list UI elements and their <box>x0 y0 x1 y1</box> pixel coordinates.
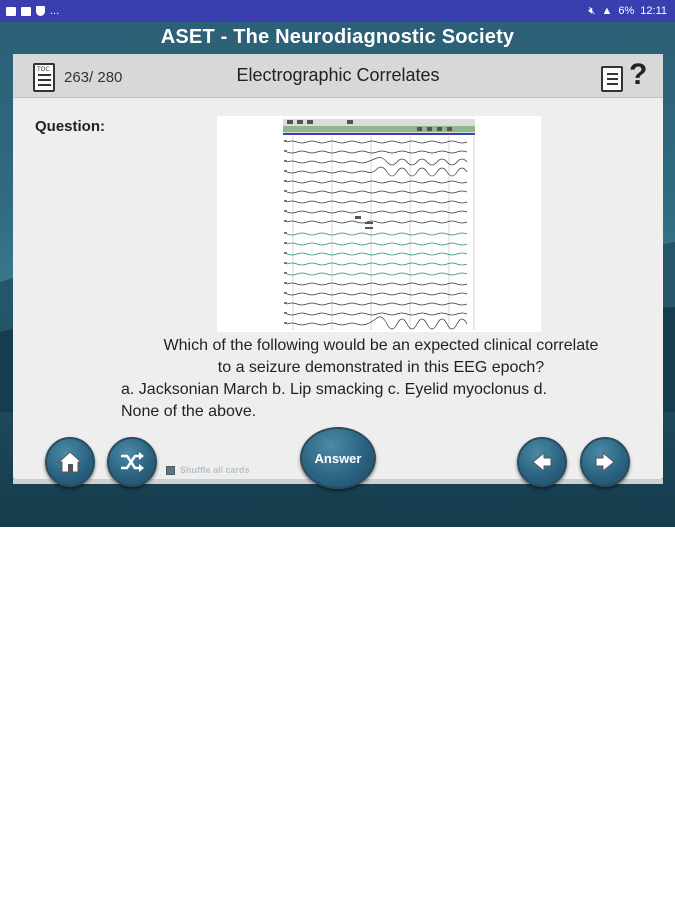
card-header <box>13 54 663 98</box>
answer-options-line-1: a. Jacksonian March b. Lip smacking c. Eyelid myoclonus d. <box>121 381 547 398</box>
signal-icon: ▲ <box>601 5 613 17</box>
battery-level: 6% <box>618 5 635 17</box>
app-title: ASET - The Neurodiagnostic Society <box>160 26 515 48</box>
question-text <box>121 335 641 423</box>
flashcard <box>13 54 663 479</box>
next-button[interactable] <box>580 437 630 487</box>
eeg-image <box>217 116 541 332</box>
question-line-1: Which of the following would be an expected clinical correlate <box>163 337 599 354</box>
status-bar <box>0 0 675 22</box>
arrow-left-icon <box>530 450 554 474</box>
home-icon <box>57 450 83 474</box>
arrow-right-icon <box>593 450 617 474</box>
shuffle-checkbox[interactable] <box>166 466 175 475</box>
shuffle-button[interactable] <box>107 437 157 487</box>
home-button[interactable] <box>45 437 95 487</box>
shield-icon <box>36 6 45 16</box>
question-label: Question: <box>35 118 105 135</box>
shuffle-icon <box>119 451 145 473</box>
photo-notification-icon <box>21 7 31 16</box>
image-notification-icon <box>6 7 16 16</box>
app-window <box>0 22 675 527</box>
toc-icon[interactable] <box>33 63 55 92</box>
category-title: Electrographic Correlates <box>236 65 440 85</box>
previous-button[interactable] <box>517 437 567 487</box>
mute-icon: 🔇︎ <box>588 4 596 17</box>
help-icon[interactable]: ? <box>629 58 648 91</box>
question-line-2: to a seizure demonstrated in this EEG epoch? <box>217 359 545 376</box>
shuffle-all-option[interactable] <box>166 465 250 475</box>
toc-label: TOC <box>37 66 50 73</box>
clock: 12:11 <box>640 5 667 17</box>
status-more: ... <box>50 5 60 17</box>
document-icon[interactable] <box>601 66 623 92</box>
shuffle-label: Shuffle all cards <box>180 465 250 475</box>
answer-button[interactable]: Answer <box>300 427 376 489</box>
card-counter: 263/ 280 <box>64 69 123 86</box>
answer-options-line-2: None of the above. <box>121 403 257 420</box>
